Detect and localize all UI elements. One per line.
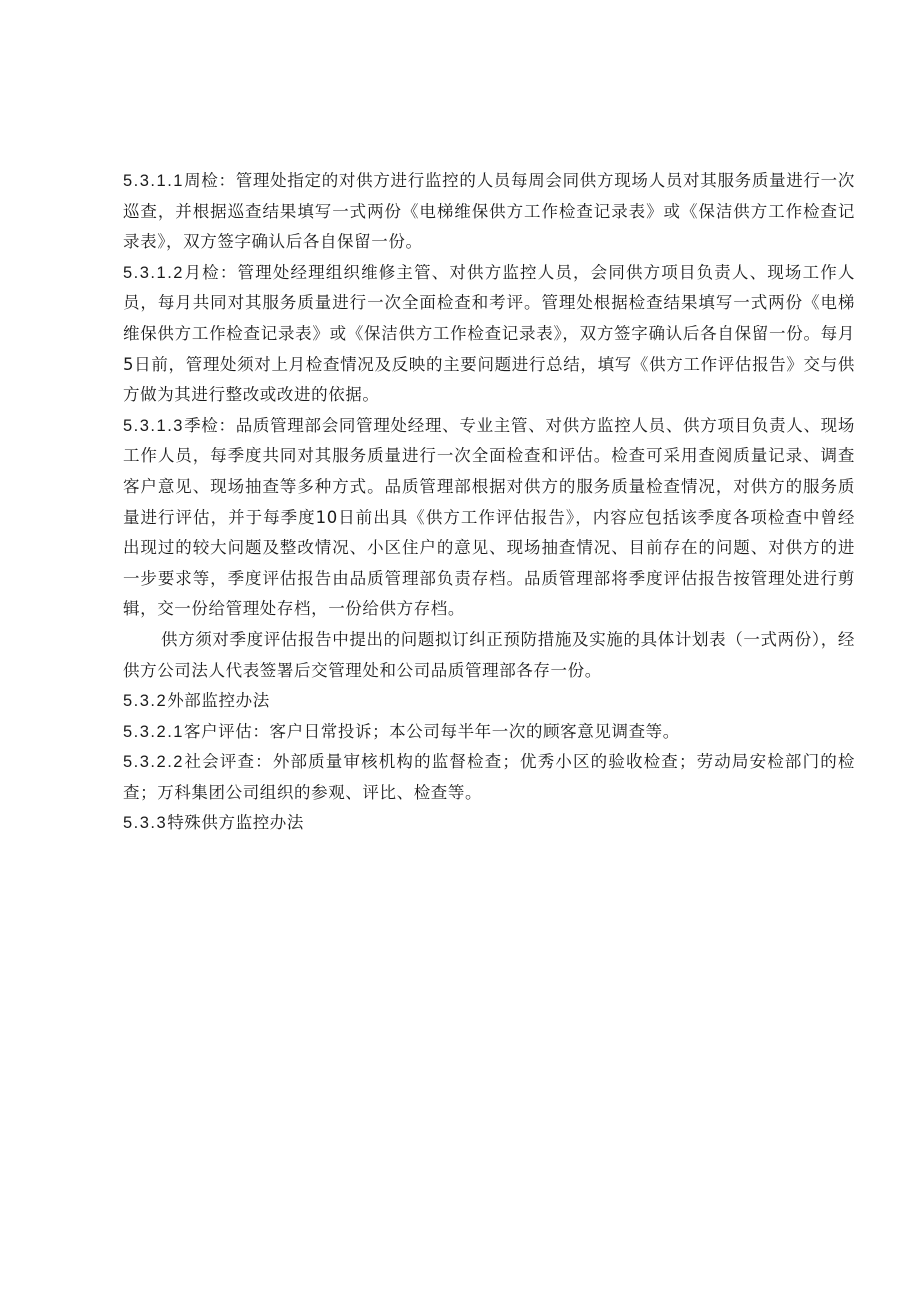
paragraph-5-3-1-2 [123,258,855,411]
paragraph-text: 月检：管理处经理组织维修主管、对供方监控人员，会同供方项目负责人、现场工作人员，每月共同对其服务质量进行一次全面检查和考评。管理处根据检查结果填写一式两份《电梯维保供方工作检查记录表》或《保洁供方工作检查记录表》，双方签字确认后各自保留一份。每月5日前，管理处须对上月检查情况及反映的主要问题进行总结，填写《供方工作评估报告》交与供方做为其进行整改或改进的依据。 [123,262,855,405]
paragraph-5-3-2-1 [123,717,855,748]
section-number: 5.3.1.1 [123,172,184,190]
paragraph-text: 季检：品质管理部会同管理处经理、专业主管、对供方监控人员、供方项目负责人、现场工作人员，每季度共同对其服务质量进行一次全面检查和评估。检查可采用查阅质量记录、调查客户意见、现场抽查等多种方式。品质管理部根据对供方的服务质量检查情况，对供方的服务质量进行评估，并于每季度10日前出具《供方工作评估报告》，内容应包括该季度各项检查中曾经出现过的较大问题及整改情况、小区住户的意见、现场抽查情况、目前存在的问题、对供方的进一步要求等，季度评估报告由品质管理部负责存档。品质管理部将季度评估报告按管理处进行剪辑，交一份给管理处存档，一份给供方存档。 [123,415,855,619]
heading-5-3-2 [123,686,855,717]
paragraph-text: 供方须对季度评估报告中提出的问题拟订纠正预防措施及实施的具体计划表（一式两份），经供方公司法人代表签署后交管理处和公司品质管理部各存一份。 [123,629,855,680]
section-number: 5.3.2.2 [123,753,184,772]
paragraph-corrective-plan [123,625,855,686]
section-number: 5.3.3 [123,814,168,833]
paragraph-5-3-1-3 [123,411,855,625]
paragraph-text: 周检：管理处指定的对供方进行监控的人员每周会同供方现场人员对其服务质量进行一次巡查，并根据巡查结果填写一式两份《电梯维保供方工作检查记录表》或《保洁供方工作检查记录表》，双方签字确认后各自保留一份。 [123,171,855,252]
paragraph-text: 客户评估：客户日常投诉；本公司每半年一次的顾客意见调查等。 [183,721,680,741]
section-number: 5.3.2.1 [123,722,184,741]
section-number: 5.3.1.2 [123,263,184,282]
document-body [123,166,855,839]
paragraph-5-3-2-2 [123,747,855,808]
heading-text: 特殊供方监控办法 [167,813,305,833]
paragraph-5-3-1-1 [123,166,855,258]
section-number: 5.3.1.3 [123,416,184,435]
heading-5-3-3 [123,808,855,839]
section-number: 5.3.2 [123,692,168,711]
heading-text: 外部监控办法 [167,691,270,711]
paragraph-text: 社会评查：外部质量审核机构的监督检查；优秀小区的验收检查；劳动局安检部门的检查；万科集团公司组织的参观、评比、检查等。 [123,752,855,802]
